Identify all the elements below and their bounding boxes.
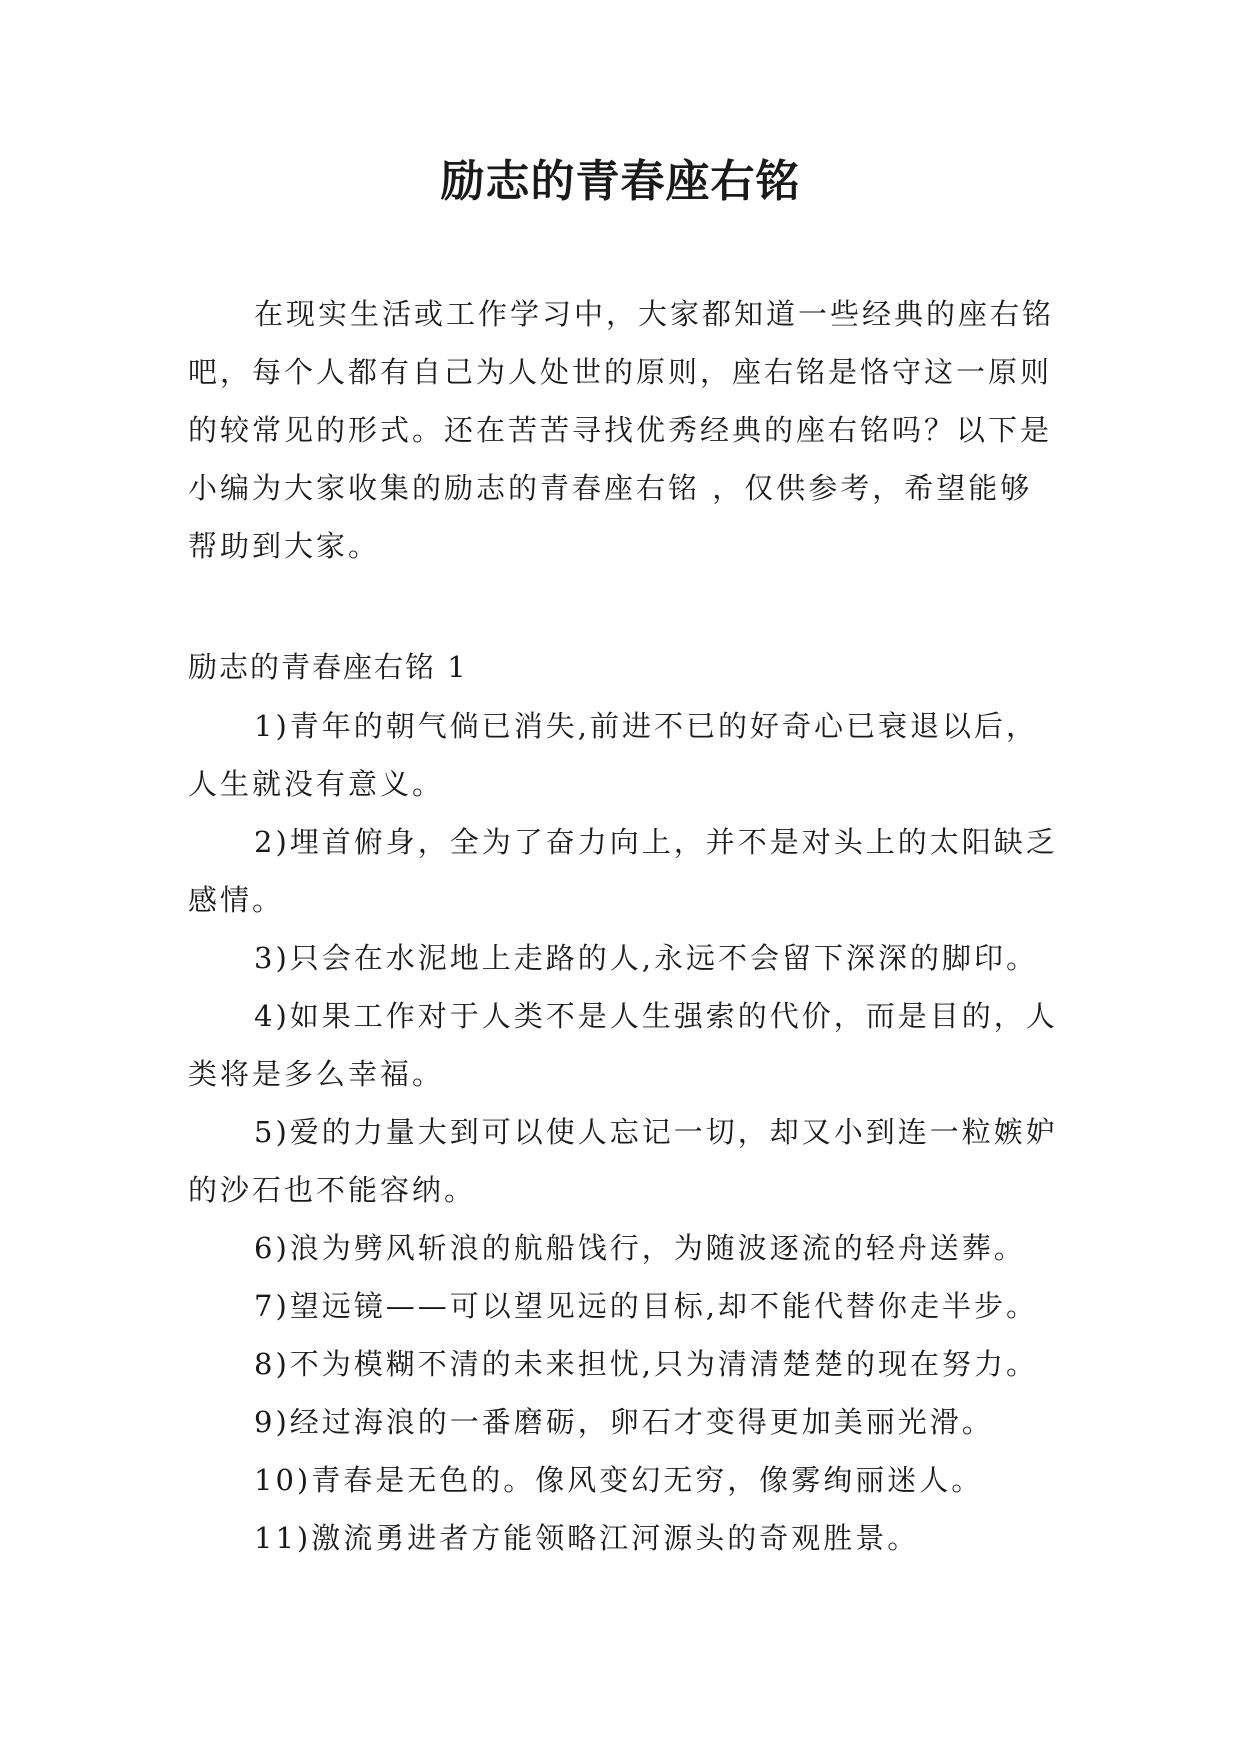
- list-item: 8)不为模糊不清的未来担忧,只为清清楚楚的现在努力。: [254, 1347, 1038, 1381]
- list-item: 2)埋首俯身，全为了奋力向上，并不是对头上的太阳缺乏感情。: [188, 825, 1058, 917]
- document-title: 励志的青春座右铭: [440, 156, 801, 207]
- list-item: 6)浪为劈风斩浪的航船饯行，为随波逐流的轻舟送葬。: [254, 1231, 1026, 1265]
- list-item: 1)青年的朝气倘已消失,前进不已的好奇心已衰退以后，人生就没有意义。: [188, 709, 1038, 801]
- list-item: 9)经过海浪的一番磨砺，卵石才变得更加美丽光滑。: [254, 1405, 994, 1439]
- section-heading: 励志的青春座右铭 1: [188, 650, 468, 684]
- list-item: 3)只会在水泥地上走路的人,永远不会留下深深的脚印。: [254, 941, 1038, 975]
- list-item: 11)激流勇进者方能领略江河源头的奇观胜景。: [254, 1521, 920, 1555]
- intro-text: 在现实生活或工作学习中，大家都知道一些经典的座右铭吧，每个人都有自己为人处世的原则，座右铭是恪守这一原则的较常见的形式。还在苦苦寻找优秀经典的座右铭吗？以下是小编为大家收集的励志的青春座右铭 ，仅供参考，希望能够帮助到大家。: [188, 297, 1055, 563]
- motto-list: [188, 697, 1068, 1567]
- list-item: 5)爱的力量大到可以使人忘记一切，却又小到连一粒嫉妒的沙石也不能容纳。: [188, 1115, 1058, 1207]
- list-item: 4)如果工作对于人类不是人生强索的代价，而是目的，人类将是多么幸福。: [188, 999, 1058, 1091]
- intro-paragraph: [188, 285, 1056, 575]
- list-item: 7)望远镜——可以望见远的目标,却不能代替你走半步。: [254, 1289, 1038, 1323]
- list-item: 10)青春是无色的。像风变幻无穷，像雾绚丽迷人。: [254, 1463, 984, 1497]
